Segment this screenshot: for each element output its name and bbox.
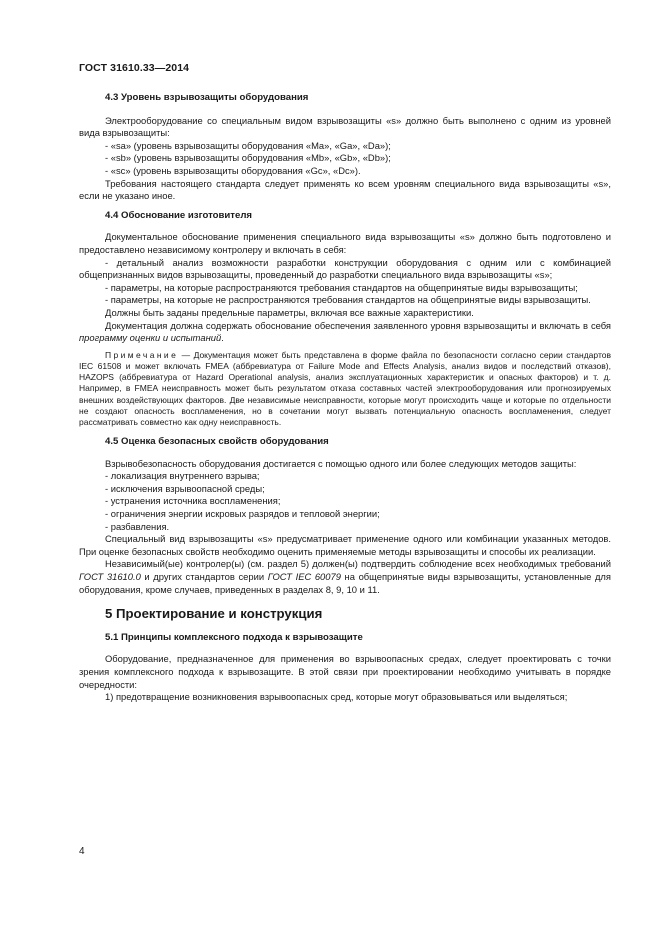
note-text: — Документация может быть представлена в форме файла по безопасности согласно серии стандартов IEC 61508 и может включать FMEA (аббревиатура от Failure Mode and Effects Analysis, анализ видов и последствий отказов), HAZOPS (аббревиатура от Hazard Operational analysis, анализ эксплуатационных характеристик и опасных факторов) и т. д. Например, в FMEA неисправность может быть результатом отказа составных частей электрооборудования или прогнозируемых внешних воздействующих факторов. Две независимые неисправности, которые могут происходить чаще и которые по отдельности не создают опасность воспламенения, но в сочетании могут вызвать потенциальную опасность воспламенения, следует рассматривать совместно как одну неисправность. <box>79 349 611 427</box>
section-5-1-para-1: Оборудование, предназначенное для применения во взрывоопасных средах, следует проектировать с точки зрения комплексного подхода к взрывозащите. В этой связи при проектировании необходимо учитывать в порядке очередности: <box>79 653 611 690</box>
section-4-4-para-1: Документальное обоснование применения специального вида взрывозащиты «s» должно быть подготовлено и предоставлено независимому контролеру и включать в себя: <box>79 231 611 255</box>
section-4-5-list-item-3: - устранения источника воспламенения; <box>105 495 281 507</box>
section-4-5-para-1: Взрывобезопасность оборудования достигается с помощью одного или более следующих методов защиты: <box>105 457 577 469</box>
section-4-3-para-2: Требования настоящего стандарта следует применять ко всем уровням специального вида взрывозащиты «s», если не указано иное. <box>79 177 611 202</box>
section-4-5-para-3-text-b: и других стандартов серии <box>140 571 268 583</box>
section-5-heading: 5 Проектирование и конструкция <box>105 606 323 622</box>
section-4-3-list-item-1: - «sa» (уровень взрывозащиты оборудования «Ma», «Ga», «Da»); <box>105 139 391 151</box>
section-5-1-heading: 5.1 Принципы комплексного подхода к взрывозащите <box>105 631 363 643</box>
section-4-4-para-2: Должны быть заданы предельные параметры, включая все важные характеристики. <box>105 306 474 318</box>
section-4-3-heading: 4.3 Уровень взрывозащиты оборудования <box>105 92 309 103</box>
section-4-5-para-3-text-a: Независимый(ые) контролер(ы) (см. раздел 5) должен(ы) подтвердить соблюдение всех необходимых требований <box>105 558 611 570</box>
section-4-5-list-item-5: - разбавления. <box>105 520 170 532</box>
note-label: Примечание <box>105 349 179 360</box>
section-4-5-list-item-1: - локализация внутреннего взрыва; <box>105 470 260 482</box>
section-4-4-heading: 4.4 Обоснование изготовителя <box>105 209 253 221</box>
gost-iec-60079-reference: ГОСТ IEC 60079 <box>267 571 341 583</box>
document-body <box>79 90 611 704</box>
section-4-4-list-item-2: - параметры, на которые распространяются требования стандартов на общепринятые виды взрывозащиты; <box>105 281 578 293</box>
document-code-header: ГОСТ 31610.33—2014 <box>79 62 190 74</box>
section-4-4-para-3 <box>79 320 611 345</box>
section-4-4-note <box>79 350 611 428</box>
section-4-5-list-item-4: - ограничения энергии искровых разрядов и тепловой энергии; <box>105 508 380 520</box>
section-4-4-list-item-3: - параметры, на которые не распространяются требования стандартов на общепринятые виды взрывозащиты. <box>105 294 591 306</box>
section-4-4-para-3-text-a: Документация должна содержать обоснование обеспечения заявленного уровня взрывозащиты и включать в себя <box>105 319 611 331</box>
section-4-3-list-item-3: - «sc» (уровень взрывозащиты оборудования «Gc», «Dc»). <box>105 164 361 176</box>
section-4-4-list-item-1: - детальный анализ возможности разработки конструкции оборудования с одним или с комбинацией общепризнанных видов взрывозащиты, проведенный до разработки специального вида взрывозащиты «s»; <box>79 256 611 281</box>
section-4-3-list-item-2: - «sb» (уровень взрывозащиты оборудования «Mb», «Gb», «Db»); <box>105 152 391 164</box>
section-4-4-para-3-text-b: . <box>221 332 224 344</box>
section-4-4-para-3-italic: программу оценки и испытаний <box>79 332 222 344</box>
section-4-5-para-2: Специальный вид взрывозащиты «s» предусматривает применение одного или комбинации указанных методов. При оценке безопасных свойств необходимо оценить применяемые методы взрывозащиты и способы их реализации. <box>79 533 611 557</box>
section-4-5-para-3 <box>79 558 611 596</box>
section-4-3-para-1: Электрооборудование со специальным видом взрывозащиты «s» должно быть выполнено с одним из уровней вида взрывозащиты: <box>79 114 611 139</box>
page-number: 4 <box>79 846 85 857</box>
gost-31610-0-reference: ГОСТ 31610.0 <box>79 571 141 583</box>
section-4-5-list-item-2: - исключения взрывоопасной среды; <box>105 482 265 494</box>
section-5-1-list-item-1: 1) предотвращение возникновения взрывоопасных сред, которые могут образовываться или выделяться; <box>105 691 568 703</box>
section-4-5-heading: 4.5 Оценка безопасных свойств оборудования <box>105 436 329 448</box>
section-4-5-para-3-text-c: на общепринятые виды взрывозащиты, установленные для оборудования, кроме случаев, приведенных в разделах 8, 9, 10 и 11. <box>79 571 611 595</box>
